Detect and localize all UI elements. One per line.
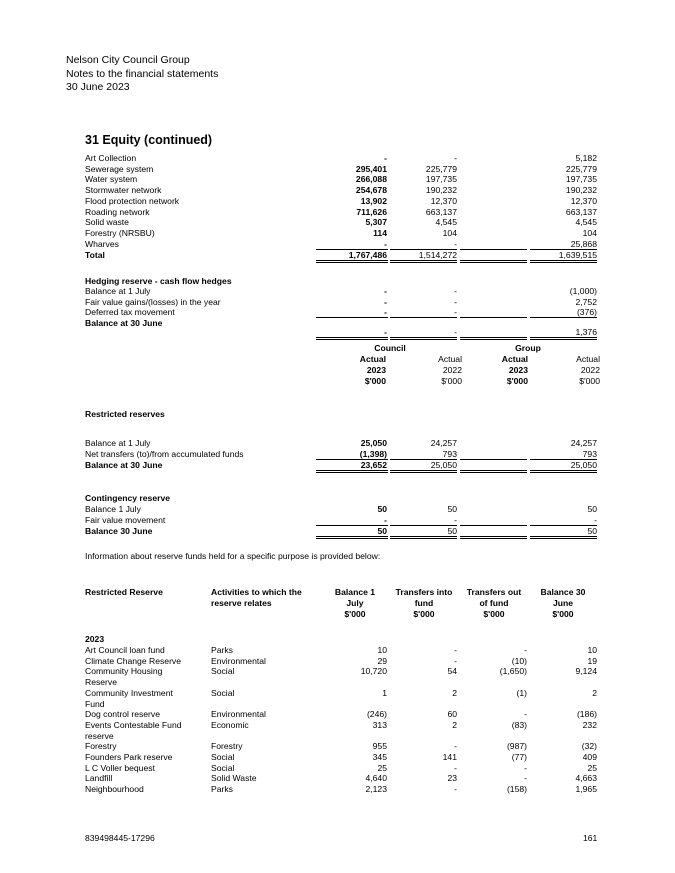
reserve-close-value: 232: [582, 719, 597, 730]
col-open-header: July: [346, 598, 364, 608]
double-underline-g23: [460, 337, 527, 340]
value-c23: 23,652: [360, 460, 387, 470]
actual-header: Actual: [359, 354, 386, 364]
info-text: Information about reserve funds held for a specific purpose is provided below:: [85, 551, 381, 561]
underline-c23: [316, 317, 388, 318]
col-restricted-reserve: Restricted Reserve: [85, 587, 163, 597]
reserve-name: Neighbourhood: [85, 784, 144, 795]
reserve-close-value: 409: [582, 752, 597, 762]
page-number: 161: [583, 833, 598, 843]
value-c23: 114: [373, 227, 387, 238]
contingency-title: Contingency reserve: [85, 493, 171, 503]
reserve-name: Forestry: [85, 741, 117, 752]
value-g22: 197,735: [565, 174, 597, 185]
col-tout-header: $'000: [483, 609, 505, 619]
value-c23: 1,767,486: [348, 250, 387, 260]
reserve-close-value: 1,965: [575, 784, 597, 795]
council-header: Council: [374, 343, 406, 353]
value-c23: -: [384, 238, 387, 249]
reserve-tin-value: -: [454, 741, 457, 752]
value-g22: 5,182: [575, 153, 597, 163]
double-underline-g23: [460, 260, 527, 263]
reserve-name: Landfill: [85, 773, 113, 784]
reserve-name: Climate Change Reserve: [85, 655, 182, 666]
total-label: Total: [85, 250, 105, 260]
value-c23: -: [384, 286, 387, 296]
underline-c22: [390, 317, 457, 318]
underline-g23: [460, 249, 527, 250]
reserve-close-value: (32): [581, 741, 597, 752]
underline-g23: [460, 459, 527, 460]
reserve-name: Community Investment: [85, 687, 173, 698]
value-g22: 50: [587, 526, 597, 536]
value-c22: 793: [442, 448, 457, 459]
reserve-tin-value: -: [454, 784, 457, 795]
row-label: Deferred tax movement: [85, 307, 175, 318]
row-label: Flood protection network: [85, 195, 180, 206]
value-c22: 4,545: [435, 217, 457, 228]
value-g22: 104: [582, 227, 597, 238]
value-c23: 50: [377, 526, 387, 536]
double-underline-g22: [530, 536, 597, 539]
group-header: Group: [515, 343, 541, 353]
reserve-open-value: 10: [377, 645, 387, 655]
reserve-activity: Parks: [211, 784, 233, 795]
reserve-tin-value: 2: [452, 687, 457, 698]
double-underline-c22: [390, 536, 457, 539]
double-underline-c22: [390, 470, 457, 473]
reserve-activity: Economic: [211, 719, 249, 730]
value-c22: 190,232: [425, 185, 457, 196]
value-g22: 12,370: [570, 195, 597, 206]
value-c23: 254,678: [355, 185, 387, 196]
col-tout-header: Transfers out: [466, 587, 522, 597]
reserve-name: Fund: [85, 698, 105, 709]
value-g22: 25,868: [570, 238, 597, 249]
reserve-close-value: 4,663: [575, 773, 597, 784]
hedging-title: Hedging reserve - cash flow hedges: [85, 276, 232, 286]
value-g22: 190,232: [565, 185, 597, 196]
value-g22: 2,752: [575, 296, 597, 307]
value-c22: 663,137: [425, 206, 457, 217]
value-g22: 663,137: [565, 206, 597, 217]
col-tout-header: of fund: [479, 598, 509, 608]
value-c22: -: [454, 153, 457, 163]
reserve-activity: Parks: [211, 645, 233, 655]
reserve-tout-value: (1,650): [499, 666, 527, 677]
row-label: Fair value gains/(losses) in the year: [85, 296, 221, 307]
reserve-open-value: 313: [372, 719, 387, 730]
reserve-activity: Solid Waste: [211, 773, 257, 784]
reserve-name: Events Contestable Fund: [85, 719, 182, 730]
reserve-tout-value: (83): [511, 719, 527, 730]
underline-g23: [460, 317, 527, 318]
double-underline-g23: [460, 470, 527, 473]
value-c22: -: [454, 286, 457, 296]
reserve-activity: Environmental: [211, 655, 266, 666]
reserve-tin-value: 23: [447, 773, 457, 784]
value-c23: (1,398): [359, 448, 387, 459]
row-label: Fair value movement: [85, 514, 166, 525]
reserve-open-value: 29: [377, 655, 387, 666]
double-underline-g22: [530, 470, 597, 473]
row-label: Sewerage system: [85, 163, 154, 174]
reserve-close-value: 9,124: [575, 666, 597, 677]
unit-header: $'000: [441, 376, 462, 386]
value-c23: -: [384, 296, 387, 307]
value-c22: 50: [447, 504, 457, 514]
col-activities: Activities to which the: [211, 587, 302, 597]
reserve-name: Dog control reserve: [85, 709, 160, 720]
value-c22: -: [454, 307, 457, 318]
col-activities: reserve relates: [211, 598, 272, 608]
double-underline-c23: [316, 337, 388, 340]
doc-subtitle: Notes to the financial statements: [66, 67, 219, 80]
value-g22: (376): [576, 307, 597, 318]
double-underline-g22: [530, 337, 597, 340]
reserve-open-value: 2,123: [365, 784, 387, 795]
reserve-name: Founders Park reserve: [85, 752, 173, 762]
value-c23: -: [384, 307, 387, 318]
actual-header: Actual: [576, 354, 600, 364]
total-label: Balance at 30 June: [85, 318, 163, 328]
value-c22: 1,514,272: [418, 250, 457, 260]
value-g22: 1,376: [575, 327, 597, 337]
double-underline-g22: [530, 260, 597, 263]
reserve-tin-value: 2: [452, 719, 457, 730]
reserve-tin-value: -: [454, 762, 457, 773]
year-header: 2022: [442, 365, 462, 375]
double-underline-c22: [390, 260, 457, 263]
reserve-name: L C Voller bequest: [85, 762, 155, 773]
value-c22: -: [454, 514, 457, 525]
reserve-open-value: 955: [372, 741, 387, 752]
year-label: 2023: [85, 634, 105, 644]
reserve-tin-value: -: [454, 645, 457, 655]
reserve-open-value: 4,640: [365, 773, 387, 784]
value-c23: -: [384, 153, 387, 163]
col-tin-header: fund: [414, 598, 434, 608]
total-label: Balance 30 June: [85, 526, 153, 536]
value-c22: 104: [442, 227, 457, 238]
value-g22: 4,545: [575, 217, 597, 228]
year-header: 2023: [366, 365, 386, 375]
row-label: Net transfers (to)/from accumulated funds: [85, 448, 244, 459]
reserve-activity: Social: [211, 762, 235, 773]
value-c23: 266,088: [355, 174, 387, 185]
row-label: Stormwater network: [85, 185, 162, 196]
col-close-header: Balance 30: [540, 587, 586, 597]
row-label: Balance at 1 July: [85, 286, 151, 296]
value-c22: 24,257: [430, 438, 457, 448]
double-underline-c23: [316, 536, 388, 539]
reserve-name: Community Housing: [85, 666, 163, 677]
total-label: Balance at 30 June: [85, 460, 163, 470]
value-g22: -: [594, 514, 597, 525]
reserve-tout-value: (987): [506, 741, 527, 752]
value-c23: 711,626: [356, 206, 387, 217]
org-name: Nelson City Council Group: [66, 54, 190, 66]
reserve-tout-value: -: [524, 645, 527, 655]
value-c22: 50: [447, 526, 457, 536]
reserve-tin-value: 141: [442, 752, 457, 762]
section-title: 31 Equity (continued): [85, 133, 213, 147]
reserve-activity: Social: [211, 752, 235, 762]
value-c22: -: [454, 238, 457, 249]
unit-header: $'000: [506, 376, 528, 386]
reserve-tout-value: -: [524, 709, 527, 720]
unit-header: $'000: [579, 376, 600, 386]
reserve-open-value: 345: [372, 752, 387, 762]
reserve-close-value: 19: [587, 655, 597, 666]
period-date: 30 June 2023: [66, 81, 130, 93]
row-label: Balance at 1 July: [85, 438, 151, 448]
reserve-tout-value: -: [524, 773, 527, 784]
double-underline-c22: [390, 337, 457, 340]
row-label: Forestry (NRSBU): [85, 227, 155, 238]
double-underline-c23: [316, 260, 388, 263]
col-tin-header: $'000: [413, 609, 435, 619]
reserve-open-value: 10,720: [360, 666, 387, 677]
reserve-tout-value: -: [524, 762, 527, 773]
row-label: Water system: [85, 174, 138, 185]
value-g22: 793: [582, 448, 597, 459]
doc-id: 839498445-17296: [85, 833, 155, 843]
value-c23: -: [384, 327, 387, 337]
reserve-tout-value: (10): [511, 655, 527, 666]
reserve-name: Reserve: [85, 677, 117, 688]
value-c23: -: [384, 514, 387, 525]
reserve-tin-value: 54: [447, 666, 457, 677]
reserve-name: Art Council loan fund: [85, 645, 165, 655]
reserve-tout-value: (77): [511, 752, 527, 762]
actual-header: Actual: [501, 354, 528, 364]
reserve-close-value: 10: [587, 645, 597, 655]
reserve-tin-value: 60: [447, 709, 457, 720]
restricted-title: Restricted reserves: [85, 409, 165, 419]
value-c23: 13,902: [360, 195, 387, 206]
reserve-tout-value: (158): [506, 784, 527, 795]
value-c22: 12,370: [430, 195, 457, 206]
reserve-activity: Social: [211, 666, 235, 677]
value-c22: 25,050: [430, 460, 457, 470]
year-header: 2023: [508, 365, 528, 375]
unit-header: $'000: [364, 376, 386, 386]
col-close-header: $'000: [552, 609, 574, 619]
row-label: Roading network: [85, 206, 150, 217]
value-c23: 50: [377, 504, 387, 514]
col-open-header: $'000: [344, 609, 366, 619]
row-label: Art Collection: [85, 153, 137, 163]
value-g22: 225,779: [565, 163, 597, 174]
reserve-activity: Forestry: [211, 741, 243, 752]
value-g22: 1,639,515: [558, 250, 597, 260]
underline-g23: [460, 525, 527, 526]
actual-header: Actual: [438, 354, 462, 364]
col-open-header: Balance 1: [334, 587, 376, 597]
row-label: Wharves: [85, 238, 119, 249]
value-c22: -: [454, 296, 457, 307]
value-c22: 197,735: [425, 174, 457, 185]
reserve-tout-value: (1): [516, 687, 527, 698]
reserve-close-value: (186): [576, 709, 597, 720]
value-c23: 5,307: [365, 217, 387, 228]
year-header: 2022: [580, 365, 600, 375]
double-underline-c23: [316, 470, 388, 473]
double-underline-g23: [460, 536, 527, 539]
value-c22: -: [454, 327, 457, 337]
value-g22: 25,050: [570, 460, 597, 470]
reserve-open-value: 1: [382, 687, 387, 698]
value-c23: 295,401: [355, 163, 387, 174]
value-g22: (1,000): [569, 286, 597, 296]
value-g22: 24,257: [570, 438, 597, 448]
reserve-activity: Environmental: [211, 709, 266, 720]
row-label: Solid waste: [85, 217, 129, 228]
col-close-header: June: [552, 598, 574, 608]
value-c23: 25,050: [360, 438, 387, 448]
reserve-activity: Social: [211, 687, 235, 698]
reserve-open-value: 25: [377, 762, 387, 773]
reserve-name: reserve: [85, 730, 114, 741]
value-g22: 50: [587, 504, 597, 514]
row-label: Balance 1 July: [85, 504, 141, 514]
value-c22: 225,779: [425, 163, 457, 174]
reserve-open-value: (246): [366, 709, 387, 720]
reserve-close-value: 25: [587, 762, 597, 773]
underline-g22: [530, 317, 597, 318]
reserve-tin-value: -: [454, 655, 457, 666]
col-tin-header: Transfers into: [395, 587, 453, 597]
reserve-close-value: 2: [592, 687, 597, 698]
